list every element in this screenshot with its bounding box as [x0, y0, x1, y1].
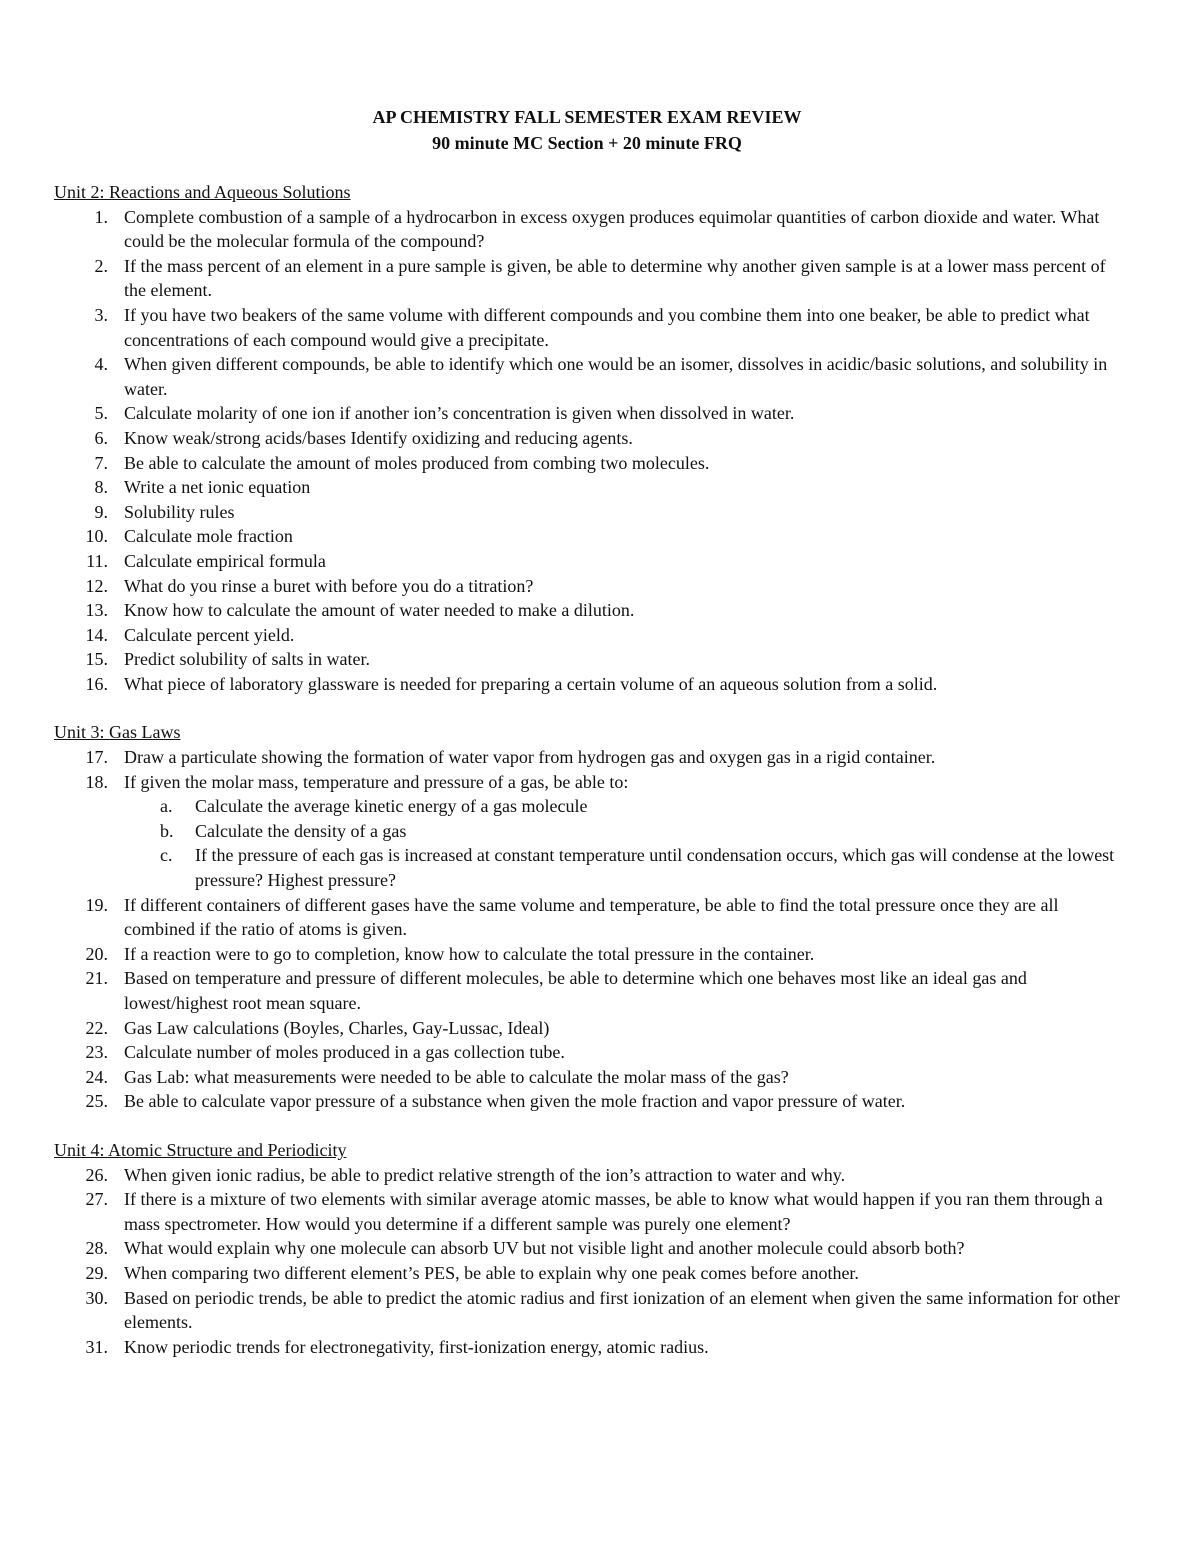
- question-text: Be able to calculate the amount of moles produced from combing two molecules.: [124, 452, 710, 473]
- question-number: 24.: [85, 1066, 108, 1087]
- question-text: Know periodic trends for electronegativity, first-ionization energy, atomic radius.: [124, 1336, 709, 1357]
- question-item: [54, 401, 1120, 426]
- question-text: Solubility rules: [124, 501, 235, 522]
- sections-container: [54, 180, 1120, 1359]
- question-item: [54, 966, 1120, 1015]
- question-text: Know how to calculate the amount of water needed to make a dilution.: [124, 600, 635, 621]
- question-number: 2.: [94, 255, 108, 276]
- question-text: When given ionic radius, be able to predict relative strength of the ion’s attraction to water and why.: [124, 1164, 846, 1185]
- question-number: 14.: [85, 624, 108, 645]
- question-number: 27.: [85, 1189, 108, 1210]
- question-text: Gas Lab: what measurements were needed to be able to calculate the molar mass of the gas?: [124, 1066, 789, 1087]
- subquestion-text: If the pressure of each gas is increased at constant temperature until condensation occurs, which gas will condense at the lowest pressure? Highest pressure?: [195, 845, 1115, 891]
- question-text: If the mass percent of an element in a pure sample is given, be able to determine why another given sample is at a lower mass percent of the element.: [124, 255, 1106, 301]
- subquestion-letter: b.: [160, 820, 174, 841]
- question-text: What would explain why one molecule can absorb UV but not visible light and another molecule could absorb both?: [124, 1238, 965, 1259]
- question-item: [54, 1040, 1120, 1065]
- question-number: 9.: [94, 501, 108, 522]
- question-item: [54, 1089, 1120, 1114]
- question-item: [54, 500, 1120, 525]
- question-text: Complete combustion of a sample of a hydrocarbon in excess oxygen produces equimolar quantities of carbon dioxide and water. What could be the molecular formula of the compound?: [124, 206, 1100, 252]
- document-title: AP CHEMISTRY FALL SEMESTER EXAM REVIEW: [372, 107, 802, 127]
- question-item: [54, 574, 1120, 599]
- question-item: [54, 623, 1120, 648]
- question-text: If you have two beakers of the same volume with different compounds and you combine them into one beaker, be able to predict what concentrations of each compound would give a precipitate.: [124, 304, 1090, 350]
- question-number: 22.: [85, 1017, 108, 1038]
- question-item: [54, 475, 1120, 500]
- question-item: [54, 303, 1120, 352]
- question-item: [54, 426, 1120, 451]
- question-number: 17.: [85, 747, 108, 768]
- question-text: If a reaction were to go to completion, know how to calculate the total pressure in the container.: [124, 943, 815, 964]
- question-number: 8.: [94, 477, 108, 498]
- question-number: 7.: [94, 452, 108, 473]
- question-item: [54, 1335, 1120, 1360]
- question-number: 10.: [85, 526, 108, 547]
- document-subtitle: 90 minute MC Section + 20 minute FRQ: [432, 133, 742, 153]
- question-text: Calculate percent yield.: [124, 624, 295, 645]
- subquestion-letter: c.: [160, 845, 173, 866]
- question-text: Predict solubility of salts in water.: [124, 649, 370, 670]
- question-number: 3.: [94, 304, 108, 325]
- question-number: 12.: [85, 575, 108, 596]
- question-text: If different containers of different gases have the same volume and temperature, be able to find the total pressure once they are all combined if the ratio of atoms is given.: [124, 894, 1059, 940]
- question-item: [54, 549, 1120, 574]
- subquestion-letter: a.: [160, 796, 173, 817]
- question-item: [54, 1236, 1120, 1261]
- question-number: 6.: [94, 427, 108, 448]
- section-heading: Unit 3: Gas Laws: [54, 722, 181, 743]
- question-number: 30.: [85, 1287, 108, 1308]
- subquestion-text: Calculate the density of a gas: [195, 820, 407, 841]
- question-text: Calculate empirical formula: [124, 550, 326, 571]
- section-heading: Unit 2: Reactions and Aqueous Solutions: [54, 182, 351, 202]
- question-number: 13.: [85, 600, 108, 621]
- question-list: [54, 745, 1120, 1114]
- question-item: [54, 1187, 1120, 1236]
- question-item: [54, 451, 1120, 476]
- question-text: Gas Law calculations (Boyles, Charles, Gay-Lussac, Ideal): [124, 1017, 550, 1038]
- question-number: 20.: [85, 943, 108, 964]
- question-number: 16.: [85, 673, 108, 694]
- question-number: 5.: [94, 403, 108, 424]
- question-number: 25.: [85, 1091, 108, 1112]
- question-text: Calculate molarity of one ion if another ion’s concentration is given when dissolved in water.: [124, 403, 795, 424]
- question-text: Calculate number of moles produced in a gas collection tube.: [124, 1042, 565, 1063]
- question-list: [54, 205, 1120, 697]
- question-number: 15.: [85, 649, 108, 670]
- question-text: Write a net ionic equation: [124, 477, 311, 498]
- subquestion-item: [124, 794, 1120, 819]
- question-list: [54, 1163, 1120, 1360]
- question-number: 31.: [85, 1336, 108, 1357]
- question-text: Calculate mole fraction: [124, 526, 293, 547]
- question-number: 19.: [85, 894, 108, 915]
- question-number: 28.: [85, 1238, 108, 1259]
- subquestion-item: [124, 819, 1120, 844]
- question-item: [54, 745, 1120, 770]
- question-item: [54, 893, 1120, 942]
- question-text: If given the molar mass, temperature and pressure of a gas, be able to:: [124, 771, 629, 792]
- question-text: What piece of laboratory glassware is needed for preparing a certain volume of an aqueous solution from a solid.: [124, 673, 938, 694]
- question-number: 4.: [94, 354, 108, 375]
- question-item: [54, 942, 1120, 967]
- section: [54, 1138, 1120, 1359]
- question-item: [54, 1261, 1120, 1286]
- question-text: Be able to calculate vapor pressure of a substance when given the mole fraction and vapor pressure of water.: [124, 1091, 906, 1112]
- question-text: Based on temperature and pressure of different molecules, be able to determine which one behaves most like an ideal gas and lowest/highest root mean square.: [124, 968, 1027, 1013]
- question-item: [54, 598, 1120, 623]
- section: [54, 180, 1120, 696]
- question-item: [54, 770, 1120, 893]
- question-item: [54, 1163, 1120, 1188]
- question-item: [54, 352, 1120, 401]
- question-text: When given different compounds, be able to identify which one would be an isomer, dissolves in acidic/basic solutions, and solubility in water.: [124, 354, 1108, 399]
- question-item: [54, 672, 1120, 697]
- question-item: [54, 1065, 1120, 1090]
- section-heading: Unit 4: Atomic Structure and Periodicity: [54, 1139, 347, 1160]
- question-number: 23.: [85, 1042, 108, 1063]
- question-text: Know weak/strong acids/bases Identify oxidizing and reducing agents.: [124, 427, 633, 448]
- question-item: [54, 254, 1120, 303]
- question-number: 11.: [86, 550, 108, 571]
- subquestion-text: Calculate the average kinetic energy of a gas molecule: [195, 796, 588, 817]
- subquestion-list: [124, 794, 1120, 892]
- question-item: [54, 205, 1120, 254]
- question-text: What do you rinse a buret with before you do a titration?: [124, 575, 534, 596]
- question-text: If there is a mixture of two elements with similar average atomic masses, be able to know what would happen if you ran them through a mass spectrometer. How would you determine if a different sample was purely one element?: [124, 1189, 1103, 1234]
- question-number: 1.: [94, 206, 108, 227]
- question-item: [54, 524, 1120, 549]
- question-item: [54, 647, 1120, 672]
- question-number: 26.: [85, 1164, 108, 1185]
- subquestion-item: [124, 843, 1120, 892]
- question-text: Based on periodic trends, be able to predict the atomic radius and first ionization of an element when given the same information for other elements.: [124, 1287, 1120, 1333]
- question-number: 29.: [85, 1262, 108, 1283]
- question-text: When comparing two different element’s PES, be able to explain why one peak comes before another.: [124, 1262, 859, 1283]
- question-number: 21.: [85, 968, 108, 989]
- question-item: [54, 1016, 1120, 1041]
- question-number: 18.: [85, 771, 108, 792]
- question-text: Draw a particulate showing the formation of water vapor from hydrogen gas and oxygen gas in a rigid container.: [124, 747, 936, 768]
- question-item: [54, 1286, 1120, 1335]
- section: [54, 720, 1120, 1114]
